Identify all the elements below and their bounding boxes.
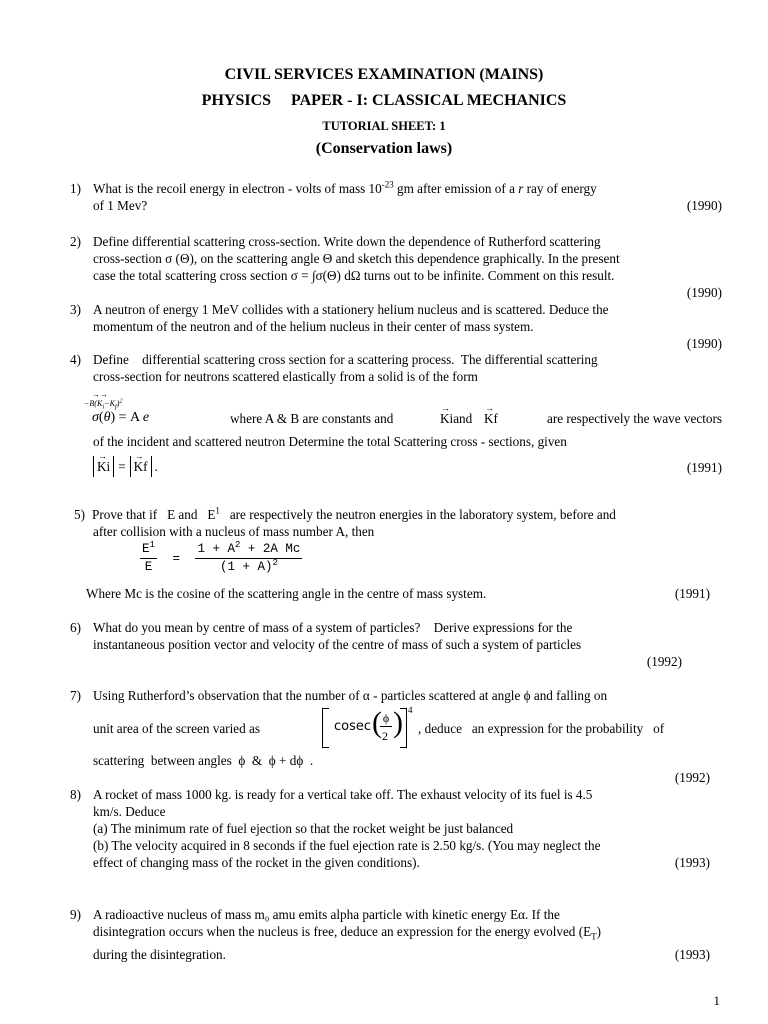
question-4-year: (1991)	[686, 460, 722, 475]
question-1: 1) What is the recoil energy in electron - volts of mass $10^{-23}$ gm after emission of a r ray of energy of 1 Mev? (1990)	[70, 179, 722, 213]
question-7-line3: scattering between angles ϕ & ϕ + dϕ .	[93, 753, 314, 768]
question-2: 2) Define differential scattering cross-section. Write down the dependence of Rutherford scattering cross-section σ (Θ), on the scattering angle Θ and sketch this dependence graphically. In the present case the total scattering cross section σ = ∫σ(Θ) dΩ turns out to be infinite. Comment on this result. (1990)	[70, 234, 722, 300]
sheet-title: TUTORIAL SHEET: 1	[322, 119, 446, 133]
sigma-formula: σ(θ) = A e	[92, 410, 150, 425]
question-3: 3) A neutron of energy 1 MeV collides with a stationery helium nucleus and is scattered. Deduce the momentum of the neutron and of the helium nucleus in their center of mass system. (1990)	[70, 302, 722, 351]
cosec-expression: cosec ( ϕ 2 ) 4	[322, 704, 410, 748]
question-8: 8) A rocket of mass 1000 kg. is ready for a vertical take off. The exhaust velocity of its fuel is 4.5 km/s. Deduce (a) The minimum rate of fuel ejection so that the rocket weight be just balanced (b) The velocity acquired in 8 seconds if the fuel ejection rate is 2.50 kg/s. (You may neglect the effect of changing mass of the rocket in the given conditions). (1993)	[70, 787, 710, 870]
question-6-year: (1992)	[646, 654, 682, 669]
question-1-year: (1990)	[686, 198, 722, 213]
question-4-line4: of the incident and scattered neutron Determine the total Scattering cross - sections, given	[93, 434, 567, 449]
sheet-topic: (Conservation laws)	[315, 140, 453, 157]
kf-vector-label: → Kf	[484, 410, 498, 427]
question-7: 7) Using Rutherford’s observation that the number of α - particles scattered at angle ϕ and falling on	[70, 688, 608, 703]
ki-vector-label: → Kiand	[440, 410, 472, 427]
question-9-year: (1993)	[674, 946, 710, 962]
question-4: 4) Define differential scattering cross section for a scattering process. The differential scattering cross-section for neutrons scattered elastically from a solid is of the form	[70, 352, 598, 384]
exponent-arrows: →→	[92, 390, 108, 399]
question-8-year: (1993)	[674, 855, 710, 870]
question-2-year: (1990)	[686, 285, 722, 300]
where-constants: where A & B are constants and	[230, 411, 394, 426]
question-5-where: Where Mc is the cosine of the scattering angle in the centre of mass system.	[86, 586, 487, 601]
exponent-term: $-B(K_i-K_f)^2$	[84, 398, 123, 411]
ki-equals-kf: → Ki = → Kf .	[93, 454, 158, 478]
question-3-year: (1990)	[686, 336, 722, 351]
question-9: 9) A radioactive nucleus of mass m₀ amu emits alpha particle with kinetic energy Eα. If the disintegration occurs when the nucleus is free, deduce an expression for the energy evolved $(E_T)$ during the disintegration. (1993)	[70, 907, 710, 962]
question-7-line2a: unit area of the screen varied as	[93, 721, 260, 736]
question-7-line2b: , deduce an expression for the probability of	[418, 721, 665, 736]
question-5-year: (1991)	[674, 586, 710, 601]
question-5-number: 5)	[74, 507, 85, 522]
exam-title: CIVIL SERVICES EXAMINATION (MAINS)	[224, 66, 544, 83]
page-number: 1	[713, 993, 720, 1008]
question-5-line1: Prove that if E and $E^1$ are respectively the neutron energies in the laboratory system, before and	[92, 505, 616, 522]
question-5-line2: after collision with a nucleus of mass number A, then	[93, 524, 375, 539]
question-6: 6) What do you mean by centre of mass of a system of particles? Derive expressions for the instantaneous position vector and velocity of the centre of mass of such a system of particles (1992)	[70, 619, 722, 670]
energy-ratio-formula: $\frac{E^1}{E}$ = $\frac{1 + A^2 + 2A Mc}{(1 + A)^2}$	[142, 539, 301, 574]
wave-vectors-text: are respectively the wave vectors	[546, 411, 722, 426]
question-7-year: (1992)	[674, 770, 710, 785]
paper-title: PHYSICS PAPER - I: CLASSICAL MECHANICS	[201, 92, 567, 109]
